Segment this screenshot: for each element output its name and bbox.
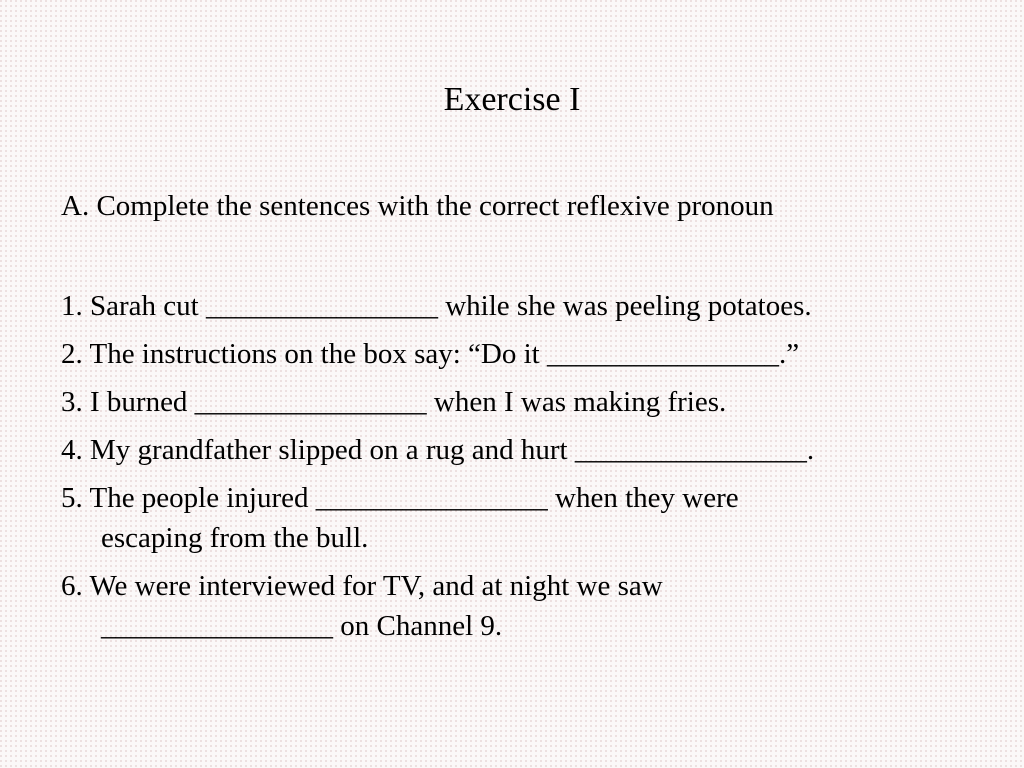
exercise-item-text: 2. The instructions on the box say: “Do it ________________.” (61, 338, 800, 370)
exercise-item-text: 5. The people injured ________________ when they were (61, 482, 739, 514)
exercise-item-text: 3. I burned ________________ when I was making fries. (61, 386, 727, 418)
exercise-item-5 (61, 477, 961, 560)
exercise-item-text: 6. We were interviewed for TV, and at night we saw (61, 570, 663, 602)
exercise-item-text: 4. My grandfather slipped on a rug and hurt ________________. (61, 434, 815, 466)
exercise-item-continuation: ________________ on Channel 9. (101, 610, 503, 642)
exercise-instruction: A. Complete the sentences with the correct reflexive pronoun (61, 190, 774, 222)
exercise-list (61, 285, 961, 653)
exercise-item-4 (61, 429, 961, 472)
exercise-item-3 (61, 381, 961, 424)
exercise-item-continuation: escaping from the bull. (101, 522, 369, 554)
slide-title: Exercise I (443, 81, 581, 118)
exercise-item-1 (61, 285, 961, 328)
exercise-item-text: 1. Sarah cut ________________ while she was peeling potatoes. (61, 290, 812, 322)
exercise-item-2 (61, 333, 961, 376)
exercise-item-6 (61, 565, 961, 648)
